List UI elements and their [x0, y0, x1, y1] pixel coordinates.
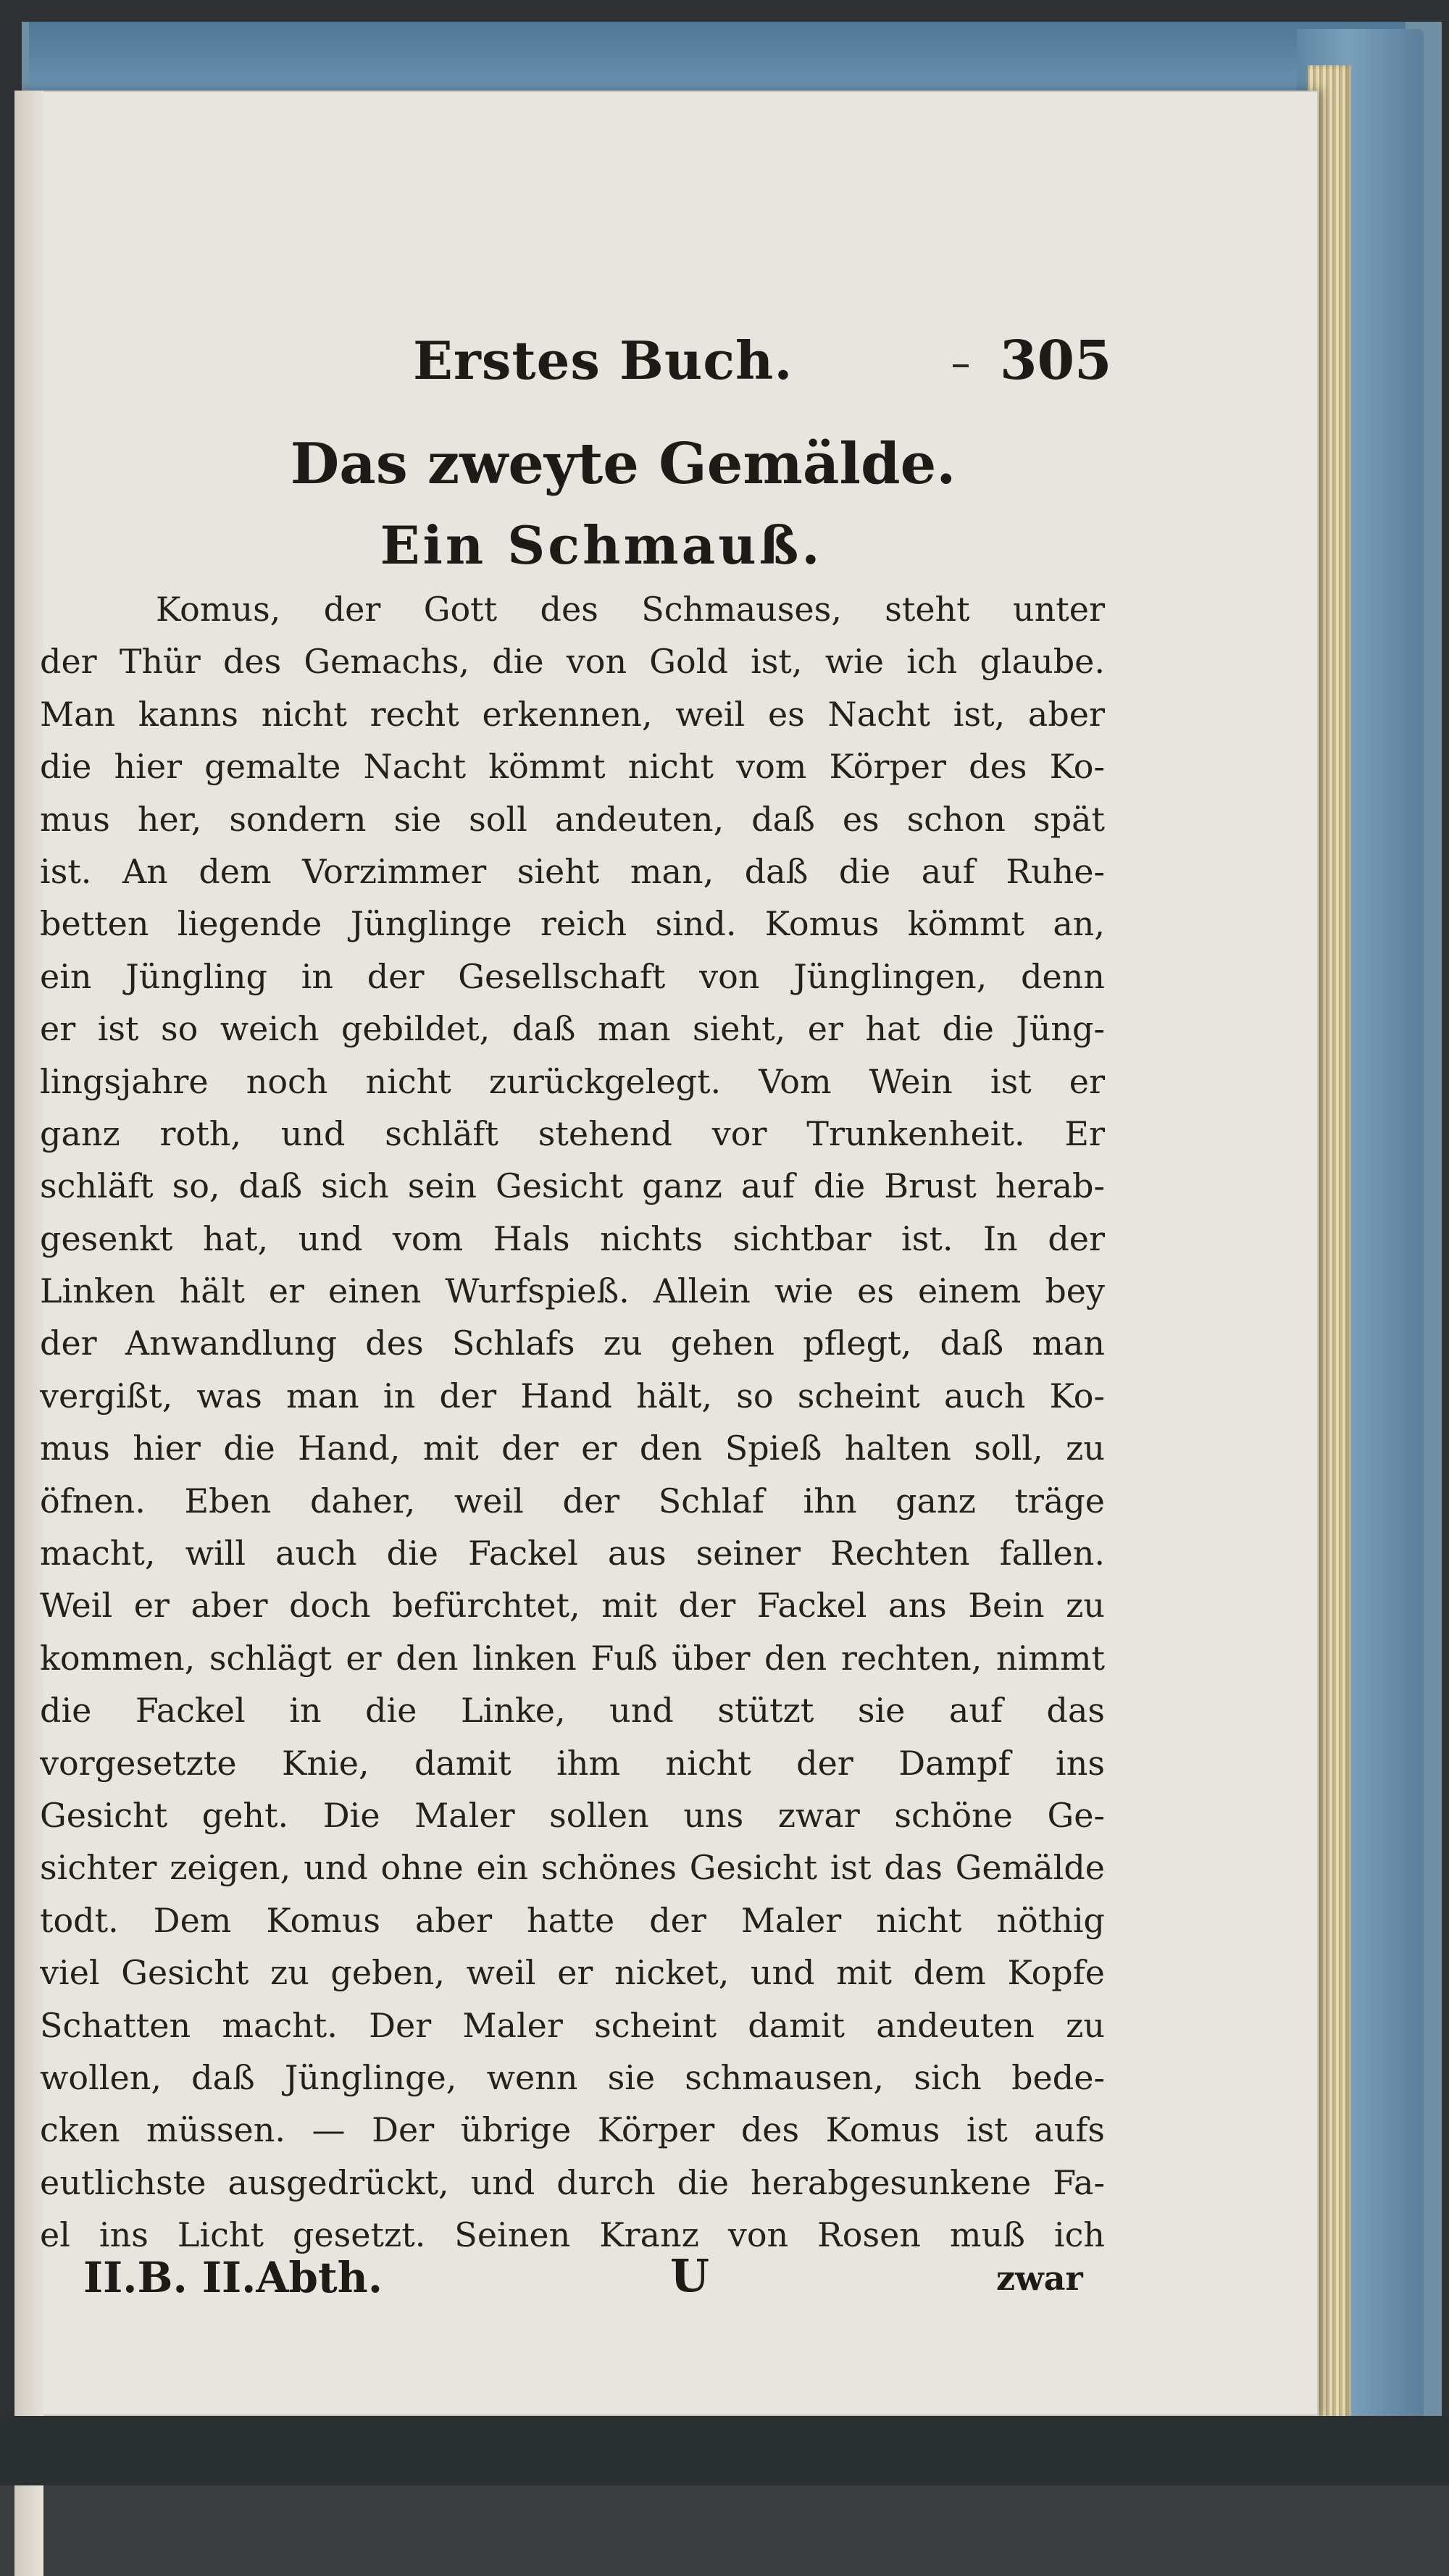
printer-signature-mark: U	[670, 2249, 710, 2302]
text-line: vorgesetzte Knie, damit ihm nicht der Dampf ins	[40, 1743, 1105, 1783]
header-dash	[953, 364, 969, 367]
running-head: Erstes Buch.	[413, 330, 793, 391]
text-line: ein Jüngling in der Gesellschaft von Jünglingen, denn	[40, 956, 1105, 996]
text-line: Komus, der Gott des Schmauses, steht unter	[156, 590, 1105, 629]
text-line: Man kanns nicht recht erkennen, weil es Nacht ist, aber	[40, 694, 1105, 734]
text-line: der Thür des Gemachs, die von Gold ist, wie ich glaube.	[40, 642, 1105, 682]
page-footer	[14, 2249, 1319, 2318]
text-line: Gesicht geht. Die Maler sollen uns zwar schöne Ge-	[40, 1795, 1105, 1835]
catchword: zwar	[996, 2259, 1083, 2298]
text-line: er ist so weich gebildet, daß man sieht, er hat die Jüng-	[40, 1009, 1105, 1049]
text-line: lingsjahre noch nicht zurückgelegt. Vom Wein ist er	[40, 1061, 1105, 1101]
page-number: 305	[1000, 330, 1112, 392]
text-line: cken müssen. — Der übrige Körper des Komus ist aufs	[40, 2110, 1105, 2150]
text-line: ganz roth, und schläft stehend vor Trunkenheit. Er	[40, 1113, 1105, 1153]
text-line: Weil er aber doch befürchtet, mit der Fackel ans Bein zu	[40, 1586, 1105, 1626]
text-line: ist. An dem Vorzimmer sieht man, daß die auf Ruhe-	[40, 851, 1105, 891]
page-header	[14, 330, 1319, 409]
text-line: gesenkt hat, und vom Hals nichts sichtbar ist. In der	[40, 1218, 1105, 1258]
text-line: die hier gemalte Nacht kömmt nicht vom Körper des Ko-	[40, 747, 1105, 787]
text-line: eutlichste ausgedrückt, und durch die herabgesunkene Fa-	[40, 2162, 1105, 2202]
volume-signature: II.B. II.Abth.	[83, 2253, 383, 2302]
text-line: vergißt, was man in der Hand hält, so scheint auch Ko-	[40, 1376, 1105, 1415]
text-line: Linken hält er einen Wurfspieß. Allein wie es einem bey	[40, 1271, 1105, 1311]
text-line: der Anwandlung des Schlafs zu gehen pflegt, daß man	[40, 1323, 1105, 1363]
scan-bottom-strip	[0, 2416, 1449, 2485]
chapter-title: Das zweyte Gemälde.	[290, 431, 956, 497]
text-line: wollen, daß Jünglinge, wenn sie schmausen, sich bede-	[40, 2057, 1105, 2097]
text-line: mus hier die Hand, mit der er den Spieß halten soll, zu	[40, 1429, 1105, 1468]
body-text	[40, 583, 1105, 2262]
text-line: todt. Dem Komus aber hatte der Maler nicht nöthig	[40, 1900, 1105, 1940]
text-line: schläft so, daß sich sein Gesicht ganz auf die Brust herab-	[40, 1166, 1105, 1206]
book-page	[14, 91, 1319, 2416]
text-line: betten liegende Jünglinge reich sind. Komus kömmt an,	[40, 904, 1105, 944]
text-line: mus her, sondern sie soll andeuten, daß es schon spät	[40, 799, 1105, 839]
text-line: kommen, schlägt er den linken Fuß über den rechten, nimmt	[40, 1638, 1105, 1678]
section-title: Ein Schmauß.	[380, 514, 823, 576]
text-line: sichter zeigen, und ohne ein schönes Gesicht ist das Gemälde	[40, 1848, 1105, 1888]
text-line: viel Gesicht zu geben, weil er nicket, und mit dem Kopfe	[40, 1953, 1105, 1993]
text-line: macht, will auch die Fackel aus seiner Rechten fallen.	[40, 1534, 1105, 1573]
text-line: el ins Licht gesetzt. Seinen Kranz von Rosen muß ich	[40, 2215, 1105, 2255]
text-line: die Fackel in die Linke, und stützt sie auf das	[40, 1691, 1105, 1731]
text-line: Schatten macht. Der Maler scheint damit andeuten zu	[40, 2005, 1105, 2045]
text-line: öfnen. Eben daher, weil der Schlaf ihn ganz träge	[40, 1481, 1105, 1521]
cover-top-edge	[29, 22, 1406, 101]
